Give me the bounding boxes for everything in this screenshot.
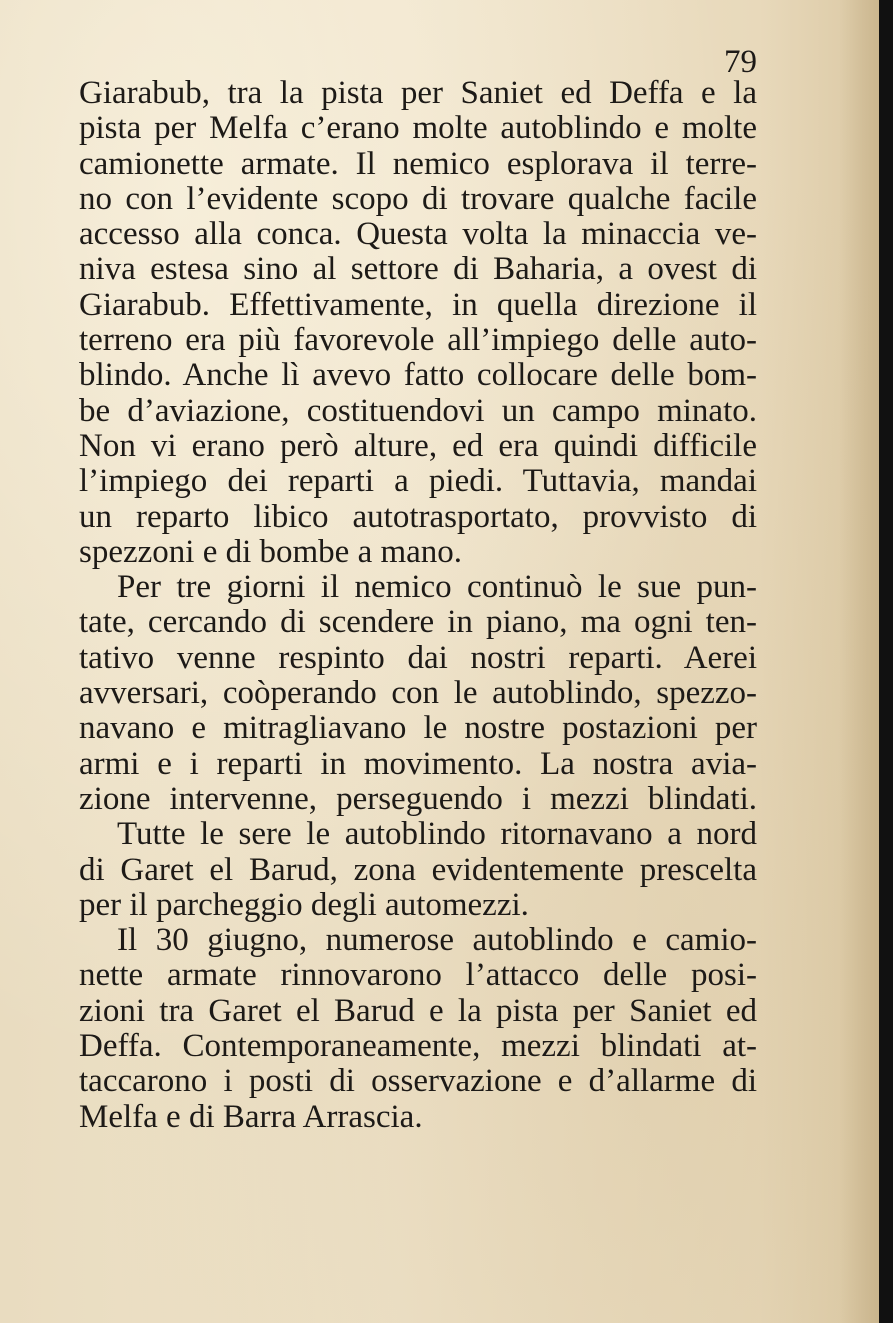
text-line: be d’aviazione, costituendovi un campo minato.: [79, 392, 757, 429]
text-line: nette armate rinnovarono l’attacco delle posi-: [79, 957, 757, 994]
text-line: tativo venne respinto dai nostri reparti. Aerei: [79, 639, 757, 676]
text-line: tate, cercando di scendere in piano, ma ogni ten-: [79, 604, 757, 641]
text-line: per il parcheggio degli automezzi.: [79, 886, 529, 923]
text-line: l’impiego dei reparti a piedi. Tuttavia, mandai: [79, 463, 757, 500]
text-line: Il 30 giugno, numerose autoblindo e camio-: [117, 922, 757, 959]
text-line: accesso alla conca. Questa volta la minaccia ve-: [79, 216, 757, 253]
text-line: zione intervenne, perseguendo i mezzi blindati.: [79, 780, 757, 817]
text-line: pista per Melfa c’erano molte autoblindo e molte: [79, 110, 757, 147]
text-line: Deffa. Contemporaneamente, mezzi blindati at-: [79, 1028, 757, 1065]
text-line: armi e i reparti in movimento. La nostra avia-: [79, 745, 757, 782]
page-number: 79: [724, 44, 757, 80]
text-line: Per tre giorni il nemico continuò le sue pun-: [117, 569, 757, 606]
text-line: zioni tra Garet el Barud e la pista per Saniet ed: [79, 992, 757, 1029]
text-line: navano e mitragliavano le nostre postazioni per: [79, 710, 757, 747]
page-binding-edge: [879, 0, 893, 1323]
text-line: Melfa e di Barra Arrascia.: [79, 1098, 423, 1135]
text-line: di Garet el Barud, zona evidentemente prescelta: [79, 851, 757, 888]
text-line: taccarono i posti di osservazione e d’allarme di: [79, 1063, 757, 1100]
text-line: no con l’evidente scopo di trovare qualche facile: [79, 180, 757, 217]
text-line: blindo. Anche lì avevo fatto collocare delle bom-: [79, 357, 757, 394]
page-edge-shadow: [839, 0, 879, 1323]
text-line: spezzoni e di bombe a mano.: [79, 533, 463, 570]
text-line: un reparto libico autotrasportato, provvisto di: [79, 498, 757, 535]
text-line: Tutte le sere le autoblindo ritornavano a nord: [117, 816, 757, 853]
text-line: avversari, coòperando con le autoblindo, spezzo-: [79, 675, 757, 712]
text-line: Non vi erano però alture, ed era quindi difficile: [79, 427, 757, 464]
text-line: terreno era più favorevole all’impiego delle auto-: [79, 322, 757, 359]
text-line: niva estesa sino al settore di Baharia, a ovest di: [79, 251, 757, 288]
text-line: Giarabub. Effettivamente, in quella direzione il: [79, 286, 757, 323]
text-line: Giarabub, tra la pista per Saniet ed Deffa e la: [79, 75, 757, 111]
text-line: camionette armate. Il nemico esplorava il terre-: [79, 145, 757, 182]
body-text: [79, 76, 757, 1135]
